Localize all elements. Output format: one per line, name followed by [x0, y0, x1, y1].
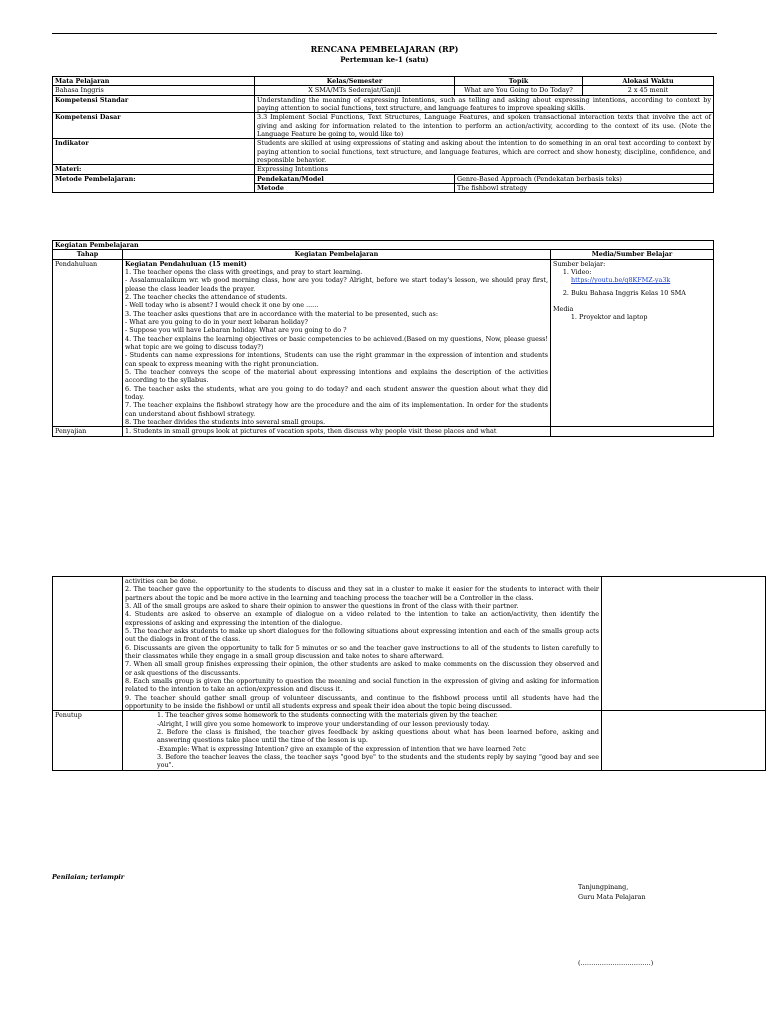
pendahuluan-line: 3. The teacher asks questions that are in accordance with the material to be presented, such as: [125, 309, 438, 318]
value-topik: What are You Going to Do Today? [455, 86, 583, 95]
pendahuluan-content [123, 259, 551, 427]
indikator-text: Students are skilled at using expressions of stating and asking about the intention to do something in an oral text according to context by paying attention to social functions, text structure, and language features, which are correct and show honesty, discipline, confidence, and responsible behavior. [255, 139, 714, 165]
header-kelas-semester: Kelas/Semester [255, 77, 455, 86]
pendahuluan-line: 5. The teacher conveys the scope of the material about expressing intentions and explains the description of the activities according to the syllabus. [125, 367, 548, 385]
value-kelas-semester: X SMA/MTs Sederajat/Ganjil [255, 86, 455, 95]
penilaian-label: Penilaian; terlampir [52, 873, 125, 881]
sumber-list [553, 268, 711, 297]
pendahuluan-label: Pendahuluan [53, 259, 123, 427]
penyajian-label: Penyajian [53, 427, 123, 436]
kompetensi-standar-label: Kompetensi Standar [53, 95, 255, 113]
pendahuluan-heading: Kegiatan Pendahuluan (15 menit) [125, 259, 247, 268]
penyajian-first-line: 1. Students in small groups look at pictures of vacation spots, then discuss why people visit these places and what [123, 427, 551, 436]
materi-label: Materi: [53, 165, 255, 174]
penutup-line: -Example: What is expressing Intention? give an example of the expression of intention that we have learned ?etc [157, 744, 526, 753]
metode-pembelajaran-label: Metode Pembelajaran: [53, 174, 255, 193]
kompetensi-standar-text: Understanding the meaning of expressing Intentions, such as telling and asking about expressing intentions, according to context by paying attention to social functions, text structure, and language features to improve speaking skills. [255, 95, 714, 113]
penutup-lines [157, 711, 599, 769]
penyajian-content [123, 577, 602, 711]
penyajian-line: 3. All of the small groups are asked to share their opinion to answer the questions in front of the class with their partner. [125, 601, 519, 610]
penyajian-line: 7. When all small group finishes expressing their opinion, the other students are asked to make comments on the discussion they observed and or ask questions of the discussants. [125, 660, 599, 677]
penyajian-line: 2. The teacher gave the opportunity to the students to discuss and they sat in a cluster to make it easier for the students to interact with their partners about the topic and be more active in the learning and teaching process the teacher will be a Controller in the class. [125, 585, 599, 602]
penutup-media-cell [602, 711, 766, 770]
indikator-label: Indikator [53, 139, 255, 165]
activity-table [52, 240, 714, 437]
media-label: Media [553, 304, 574, 313]
pendahuluan-line: - What are you going to do in your next lebaran holiday? [125, 317, 308, 326]
penyajian-line: activities can be done. [125, 577, 198, 585]
pendahuluan-line: - Students can name expressions for intentions, Students can use the right grammar in the expression of intention and students can speak to express meaning with the right pronunciation. [125, 351, 548, 368]
pendahuluan-line: 4. The teacher explains the learning objectives or basic competencies to be achieved.(Based on my questions, Now, please guess! what topic are we going to discuss today?) [125, 334, 548, 351]
pendahuluan-line: - Well today who is absent? I would check it one by one ...... [125, 301, 319, 310]
pendahuluan-line: 6. The teacher asks the students, what are you going to do today? and each student answer the question about what they did today. [125, 384, 548, 401]
penutup-line: 2. Before the class is finished, the teacher gives feedback by asking questions about what has been learned before, asking and answering questions take place until the time of the lesson is up. [157, 727, 599, 745]
pendahuluan-line: 8. The teacher divides the students into several small groups. [125, 417, 326, 426]
activity-table-caption: Kegiatan Pembelajaran [53, 241, 714, 250]
penyajian-line: 9. The teacher should gather small group of volunteer discussants, and continue to the fishbowl process until all students have had the opportunity to be inside the fishbowl or until all students express and speak their idea about the topic being discussed. [125, 693, 599, 710]
sumber-belajar-label: Sumber belajar: [553, 259, 606, 268]
activity-table-continued [52, 576, 766, 771]
pendahuluan-line: 7. The teacher explains the fishbowl strategy how are the procedure and the aim of its implementation. In order for the students can understand about fishbowl strategy. [125, 401, 548, 418]
metode-sub-label: Metode [255, 183, 455, 192]
penyajian-media-continued [602, 577, 766, 711]
top-rule [52, 33, 717, 34]
header-mata-pelajaran: Mata Pelajaran [53, 77, 255, 86]
header-kegiatan: Kegiatan Pembelajaran [123, 250, 551, 259]
signature-block [578, 883, 646, 902]
penyajian-line: 4. Students are asked to observe an example of dialogue on a video related to the intention to take an action/activity, then identify the expressions of asking and expressing the intention of the dialogue. [125, 610, 599, 627]
kompetensi-dasar-text: 3.3 Implement Social Functions, Text Structures, Language Features, and spoken transactional interaction texts that involve the act of giving and asking for information related to the intention to perform an action/activity, according to the context of its use. (Note the Language Feature be going to, would like to) [255, 113, 714, 139]
header-media: Media/Sumber Belajar [551, 250, 714, 259]
video-link[interactable]: https://youtu.be/q8KFMZ-ya3k [571, 276, 671, 285]
pendahuluan-line: 1. The teacher opens the class with greetings, and pray to start learning. [125, 267, 363, 276]
signature-role: Guru Mata Pelajaran [578, 892, 646, 901]
pendahuluan-lines [125, 268, 548, 426]
signature-line: (……………………………) [578, 959, 654, 967]
value-alokasi-waktu: 2 x 45 menit [583, 86, 714, 95]
video-label: Video: [571, 267, 592, 276]
media-list [553, 313, 711, 321]
document-subtitle: Pertemuan ke-1 (satu) [340, 55, 429, 64]
signature-place: Tanjungpinang, [578, 883, 629, 891]
penutup-line: 1. The teacher gives some homework to the students connecting with the materials given by the teacher. [157, 711, 498, 720]
info-table [52, 76, 714, 193]
header-topik: Topik [455, 77, 583, 86]
penutup-line: 3. Before the teacher leaves the class, the teacher says "good bye" to the students and the students reply by saying "good bay and see you". [157, 752, 599, 770]
pendekatan-label: Pendekatan/Model [255, 174, 455, 183]
header-tahap: Tahap [53, 250, 123, 259]
metode-text: The fishbowl strategy [455, 183, 714, 192]
pendahuluan-line: - Suppose you will have Lebaran holiday. What are you going to do ? [125, 326, 347, 335]
pendahuluan-line: 2. The teacher checks the attendance of students. [125, 292, 288, 301]
buku-text: Buku Bahasa Inggris Kelas 10 SMA [571, 288, 686, 297]
pendekatan-text: Genre-Based Approach (Pendekatan berbasis teks) [455, 174, 714, 183]
kompetensi-dasar-label: Kompetensi Dasar [53, 113, 255, 139]
penyajian-lines [125, 577, 599, 710]
header-alokasi-waktu: Alokasi Waktu [583, 77, 714, 86]
penutup-content [123, 711, 602, 770]
media-cell [551, 259, 714, 427]
sumber-item-buku [571, 289, 711, 297]
penyajian-label-continued [53, 577, 123, 711]
penyajian-line: 8. Each smalls group is given the opportunity to question the meaning and social function in the expression of giving and asking for information related to the intention to take an action/expression and discuss it. [125, 676, 599, 694]
sumber-item-video [571, 268, 711, 285]
materi-text: Expressing Intentions [255, 165, 714, 174]
proyektor-item: 1. Proyektor and laptop [579, 313, 711, 321]
penyajian-line: 5. The teacher asks students to make up short dialogues for the following situations about expressing intention and each of the smalls group acts out the dialogs in front of the class. [125, 626, 599, 644]
penutup-line: -Alright, I will give you some homework to improve your understanding of our lesson previously today. [157, 719, 490, 728]
penyajian-line: 6. Discussants are given the opportunity to talk for 5 minutes or so and the teacher gave instructions to all of the students to listen carefully to their classmates while they engage in a small group discussion and take notes to share afterward. [125, 643, 599, 660]
pendahuluan-line: - Assalamualaikum wr. wb good morning class, how are you today? Alright, before we start today's lesson, we should pray first, please the class leader leads the prayer. [125, 276, 548, 293]
penyajian-media-cell [551, 427, 714, 436]
document-title: RENCANA PEMBELAJARAN (RP) [310, 44, 459, 54]
penutup-label: Penutup [53, 711, 123, 770]
value-mata-pelajaran: Bahasa Inggris [53, 86, 255, 95]
